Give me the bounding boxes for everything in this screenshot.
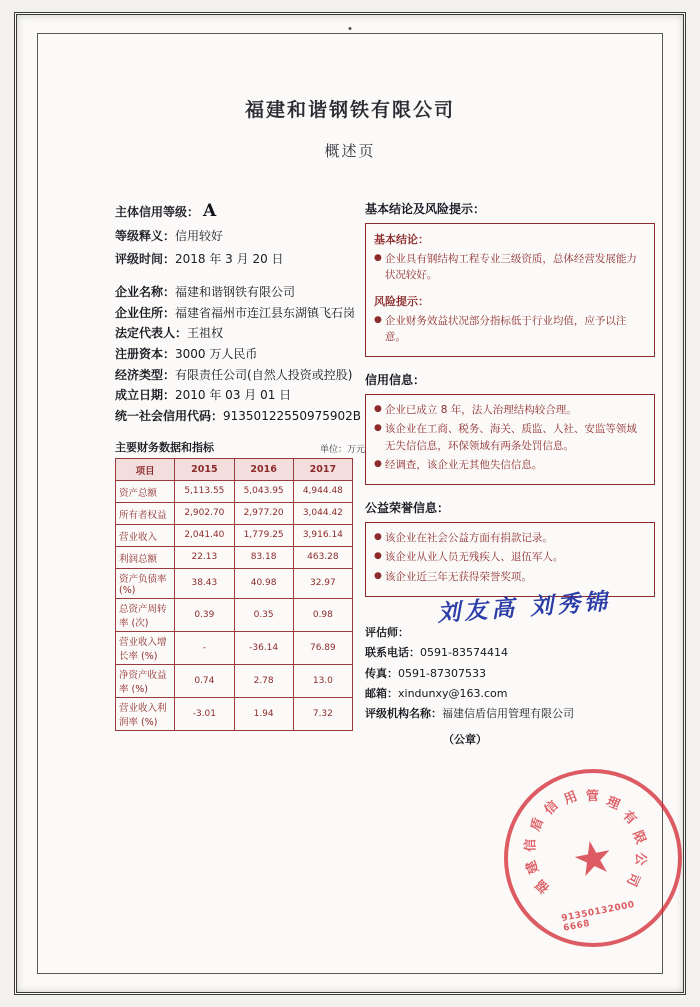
signature-row — [365, 643, 655, 663]
left-column — [115, 200, 365, 731]
credit-info-box — [365, 394, 655, 485]
rating-grade-row — [115, 200, 365, 222]
row-item: 所有者权益 — [116, 503, 175, 525]
company-label: 法定代表人： — [115, 326, 188, 341]
company-value: 3000 万人民币 — [175, 347, 258, 362]
cell-2017: 76.89 — [293, 632, 352, 665]
honor-section-title: 公益荣誉信息： — [365, 501, 450, 516]
table-row — [116, 481, 353, 503]
cell-2017: 32.97 — [293, 569, 352, 599]
table-row — [116, 525, 353, 547]
page-title: 福建和谐钢铁有限公司 — [244, 99, 455, 121]
cell-2017: 7.32 — [293, 698, 352, 731]
company-label: 企业名称： — [115, 285, 176, 300]
signature-value: 0591-87307533 — [398, 666, 486, 680]
conclusion-section-title: 基本结论及风险提示： — [365, 202, 486, 216]
company-info-row — [115, 407, 365, 426]
signature-value: xindunxy@163.com — [398, 686, 508, 700]
signature-row — [365, 623, 655, 643]
conclusion-head: 基本结论： — [374, 233, 429, 246]
bullet-dot-icon: ● — [374, 551, 382, 562]
row-item: 利润总额 — [116, 547, 175, 569]
signature-label: 评估师： — [365, 625, 409, 639]
cell-2015: - — [175, 632, 234, 665]
handwritten-signature: 刘友高 刘秀锦 — [436, 587, 612, 627]
honor-bullet — [374, 549, 646, 565]
company-label: 经济类型： — [115, 367, 176, 382]
company-label: 注册资本： — [115, 347, 176, 362]
cell-2016: 0.35 — [234, 599, 293, 632]
col-header-item: 项目 — [116, 459, 175, 481]
signature-row — [365, 704, 655, 724]
table-row — [116, 632, 353, 665]
table-row — [116, 547, 353, 569]
finance-table — [115, 458, 353, 731]
company-info-row — [115, 324, 365, 343]
cell-2016: 2.78 — [234, 665, 293, 698]
signature-label: 联系电话： — [365, 646, 420, 660]
bullet-dot-icon: ● — [374, 532, 382, 543]
rating-grade-value: A — [203, 201, 217, 221]
rating-definition-value: 信用较好 — [175, 229, 224, 244]
signature-label: 传真： — [365, 666, 398, 680]
finance-table-title: 主要财务数据和指标 — [115, 441, 214, 455]
table-row — [116, 569, 353, 599]
cell-2015: 22.13 — [175, 547, 234, 569]
company-label: 统一社会信用代码： — [115, 408, 224, 423]
bullet-text: 该企业近三年无获得荣誉奖项。 — [384, 570, 532, 583]
company-info-block — [115, 283, 365, 425]
risk-head: 风险提示： — [374, 294, 429, 308]
company-label: 企业住所： — [115, 305, 176, 320]
right-column — [365, 200, 655, 747]
company-info-row — [115, 345, 365, 364]
row-item: 资产总额 — [116, 481, 175, 503]
cell-2017: 13.0 — [293, 665, 352, 698]
row-item: 总资产周转率 (次) — [116, 599, 175, 632]
cell-2015: 0.74 — [175, 665, 234, 698]
cell-2016: 1.94 — [234, 698, 293, 731]
honor-bullet — [374, 530, 646, 546]
cell-2015: 2,041.40 — [175, 525, 234, 547]
rating-date-value: 2018 年 3 月 20 日 — [175, 251, 284, 266]
page-marker-dot — [349, 27, 352, 30]
cell-2016: -36.14 — [234, 632, 293, 665]
signature-value: 福建信盾信用管理有限公司 — [442, 707, 574, 721]
cell-2017: 4,944.48 — [293, 481, 352, 503]
cell-2015: -3.01 — [175, 698, 234, 731]
signature-row — [365, 664, 655, 684]
company-info-row — [115, 304, 365, 323]
col-header-2015: 2015 — [175, 459, 234, 481]
cell-2015: 2,902.70 — [175, 503, 234, 525]
cell-2015: 38.43 — [175, 569, 234, 599]
bullet-dot-icon: ● — [374, 253, 382, 263]
seal-ring-text: 福 建 信 盾 信 用 管 理 有 限 公 司 — [523, 789, 649, 896]
signature-value: 0591-83574414 — [420, 646, 508, 660]
company-value: 有限责任公司(自然人投资或控股) — [175, 367, 353, 382]
cell-2016: 5,043.95 — [234, 481, 293, 503]
cell-2016: 83.18 — [234, 547, 293, 569]
cell-2016: 1,779.25 — [234, 525, 293, 547]
company-value: 福建省福州市连江县东湖镇飞石岗 — [175, 305, 356, 320]
cell-2017: 463.28 — [293, 547, 352, 569]
rating-grade-label: 主体信用等级： — [115, 205, 200, 219]
cell-2017: 0.98 — [293, 599, 352, 632]
bullet-text: 该企业在工商、税务、海关、质监、人社、安监等领域无失信信息，环保领域有两条处罚信息。 — [384, 423, 637, 452]
table-row — [116, 503, 353, 525]
rating-date-row — [115, 252, 365, 268]
table-header-row — [116, 459, 353, 481]
row-item: 营业收入 — [116, 525, 175, 547]
company-info-row — [115, 283, 365, 302]
risk-bullet — [374, 313, 646, 346]
cell-2016: 40.98 — [234, 569, 293, 599]
company-value: 2010 年 03 月 01 日 — [175, 388, 292, 403]
bullet-text: 企业具有钢结构工程专业三级资质，总体经营发展能力状况较好。 — [384, 253, 637, 282]
honor-info-box — [365, 522, 655, 597]
cell-2017: 3,916.14 — [293, 525, 352, 547]
cell-2015: 5,113.55 — [175, 481, 234, 503]
conclusion-bullet — [374, 251, 646, 284]
conclusion-risk-box — [365, 223, 655, 357]
row-item: 资产负债率 (%) — [116, 569, 175, 599]
row-item: 净资产收益率 (%) — [116, 665, 175, 698]
bullet-text: 企业财务效益状况部分指标低于行业均值，应予以注意。 — [384, 314, 627, 343]
col-header-2016: 2016 — [234, 459, 293, 481]
signature-row — [365, 684, 655, 704]
cell-2016: 2,977.20 — [234, 503, 293, 525]
cell-2017: 3,044.42 — [293, 503, 352, 525]
company-value: 王祖权 — [187, 326, 224, 341]
credit-bullet — [374, 421, 646, 454]
credit-bullet — [374, 402, 646, 418]
bullet-dot-icon: ● — [374, 458, 382, 469]
company-info-row — [115, 366, 365, 385]
cell-2015: 0.39 — [175, 599, 234, 632]
table-row — [116, 599, 353, 632]
company-info-row — [115, 386, 365, 405]
rating-definition-label: 等级释义： — [115, 229, 176, 244]
company-label: 成立日期： — [115, 388, 176, 403]
bullet-text: 经调查，该企业无其他失信信息。 — [384, 458, 543, 471]
bullet-dot-icon: ● — [374, 314, 382, 325]
col-header-2017: 2017 — [293, 459, 352, 481]
page-subtitle: 概述页 — [324, 142, 376, 160]
seal-code: 91350132000 6668 — [560, 900, 636, 934]
row-item: 营业收入利润率 (%) — [116, 698, 175, 731]
bullet-text: 企业已成立 8 年，法人治理结构较合理。 — [384, 404, 577, 417]
bullet-dot-icon: ● — [374, 404, 382, 415]
company-value: 福建和谐钢铁有限公司 — [175, 285, 296, 300]
star-icon: ★ — [567, 827, 619, 889]
bullet-text: 该企业在社会公益方面有捐款记录。 — [384, 532, 553, 545]
bullet-text: 该企业从业人员无残疾人、退伍军人。 — [384, 551, 564, 564]
table-row — [116, 698, 353, 731]
signature-label: 评级机构名称： — [365, 707, 442, 721]
bullet-dot-icon: ● — [374, 423, 382, 434]
bullet-dot-icon: ● — [374, 570, 382, 581]
rating-date-label: 评级时间： — [115, 251, 176, 266]
finance-table-caption — [115, 439, 365, 455]
credit-bullet — [374, 457, 646, 473]
rating-definition-row — [115, 229, 365, 245]
row-item: 营业收入增长率 (%) — [116, 632, 175, 665]
table-row — [116, 665, 353, 698]
signature-area — [365, 587, 655, 747]
credit-section-title: 信用信息： — [365, 373, 426, 388]
seal-note: （公章） — [443, 732, 487, 746]
signature-label: 邮箱： — [365, 686, 398, 700]
finance-table-unit: 单位：万元 — [319, 445, 365, 456]
company-value: 91350122550975902B — [223, 408, 362, 423]
